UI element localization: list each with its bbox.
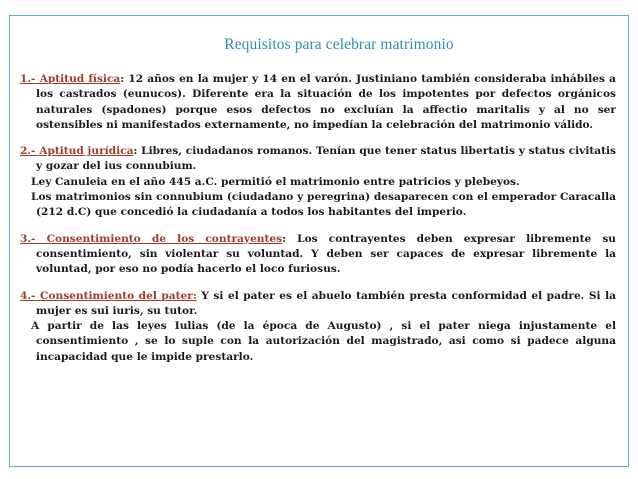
section-4-heading: 4.- Consentimiento del pater:: [20, 289, 197, 302]
section-2-connubium: Los matrimonios sin connubium (ciudadano y peregrina) desaparecen con el emperador Caracalla (212 d.C) que concedió la ciudadanía a todos los habitantes del imperio.: [31, 191, 616, 219]
section-1: [20, 72, 616, 133]
section-4: [20, 289, 616, 320]
section-2: [20, 144, 616, 175]
section-2-heading: 2.- Aptitud jurídica: [20, 145, 134, 158]
section-4-text: Y si el pater es el abuelo también presta conformidad el padre. Si la mujer es sui iuris, su tutor.: [36, 289, 617, 317]
section-4-leyes-iulias: A partir de las leyes Iulias (de la época de Augusto) , si el pater niega injustamente el consentimiento , se lo suple con la autorización del magistrado, asi como si padece alguna incapacidad que le impide prestarlo.: [31, 320, 616, 363]
section-3-text: : Los contrayentes deben expresar libremente su consentimiento, sin violentar su voluntad. Y deben ser capaces de expresar libremente la voluntad, por eso no podía hacerlo el loco furiosus.: [36, 232, 616, 276]
section-1-text: : 12 años en la mujer y 14 en el varón. Justiniano también consideraba inhábiles a los castrados (eunucos). Diferente era la situación de los impotentes por defectos orgánicos naturales (spadones) porque esos defectos no excluían la affectio maritalis y al no ser ostensibles ni manifestados externamente, no impedían la celebración del matrimonio válido.: [36, 73, 616, 131]
slide-title: Requisitos para celebrar matrimonio: [224, 36, 454, 53]
section-2-text: : Libres, ciudadanos romanos. Tenían que tener status libertatis y status civitatis y gozar del ius connubium.: [36, 145, 616, 173]
section-1-heading: 1.- Aptitud física: [20, 73, 121, 85]
section-3-heading: 3.- Consentimiento de los contrayentes: [20, 232, 283, 245]
slide-content: [20, 72, 616, 365]
section-2-ley-canuleia: Ley Canuleia en el año 445 a.C. permitió el matrimonio entre patricios y plebeyos.: [31, 175, 520, 188]
section-3: [20, 232, 616, 278]
